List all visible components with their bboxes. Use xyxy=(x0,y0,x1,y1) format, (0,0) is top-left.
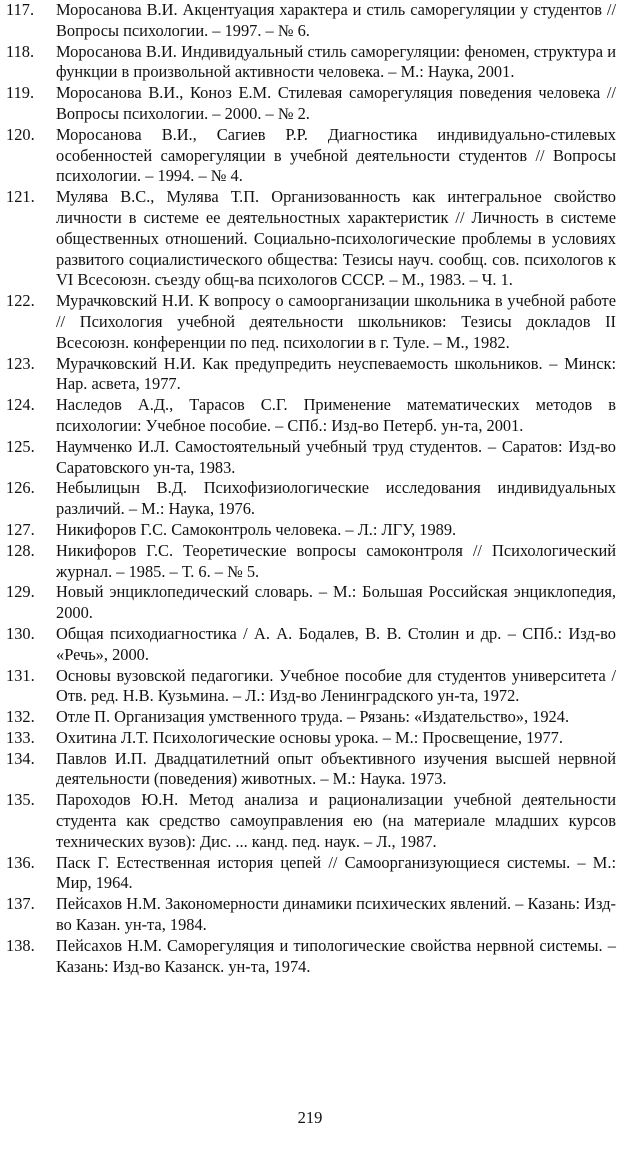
reference-number: 135. xyxy=(6,790,35,810)
reference-item xyxy=(6,42,618,84)
reference-item xyxy=(6,541,618,583)
reference-text: Моросанова В.И., Сагиев Р.Р. Диагностика индивидуально-стилевых особенностей саморегуляции в учебной деятельности студентов // Вопросы психологии. – 1994. – № 4. xyxy=(56,124,616,186)
reference-item xyxy=(6,894,618,936)
reference-number: 131. xyxy=(6,665,35,685)
reference-item xyxy=(6,395,618,437)
reference-number: 125. xyxy=(6,436,35,456)
reference-text: Пароходов Ю.Н. Метод анализа и рационализации учебной деятельности студента как средство самоуправления ею (на материале младших курсов технических вузов): Дис. ... канд. пед. наук. – Л., 1987. xyxy=(56,790,616,851)
reference-number: 128. xyxy=(6,540,35,560)
reference-item xyxy=(6,666,618,708)
reference-number: 138. xyxy=(6,935,35,955)
reference-number: 118. xyxy=(6,41,35,61)
reference-item xyxy=(6,790,618,852)
reference-number: 121. xyxy=(6,187,35,207)
reference-number: 127. xyxy=(6,519,35,539)
reference-number: 130. xyxy=(6,623,35,643)
reference-text: Отле П. Организация умственного труда. – Рязань: «Издательство», 1924. xyxy=(56,707,570,727)
reference-text: Небылицын В.Д. Психофизиологические исследования индивидуальных различий. – М.: Наука, 1976. xyxy=(56,478,616,519)
reference-item xyxy=(6,624,618,666)
reference-item xyxy=(6,187,618,291)
reference-text: Моросанова В.И. Индивидуальный стиль саморегуляции: феномен, структура и функции в произвольной активности человека. – М.: Наука, 2001. xyxy=(56,41,616,82)
reference-text: Моросанова В.И. Акцентуация характера и стиль саморегуляции у студентов // Вопросы психологии. – 1997. – № 6. xyxy=(56,0,616,40)
reference-text: Новый энциклопедический словарь. – М.: Большая Российская энциклопедия, 2000. xyxy=(56,582,616,623)
reference-number: 132. xyxy=(6,707,35,727)
reference-text: Наследов А.Д., Тарасов С.Г. Применение математических методов в психологии: Учебное пособие. – СПб.: Изд-во Петерб. ун-та, 2001. xyxy=(56,395,616,435)
reference-number: 120. xyxy=(6,124,35,144)
reference-number: 137. xyxy=(6,894,35,914)
reference-text: Общая психодиагностика / А. А. Бодалев, В. В. Столин и др. – СПб.: Изд-во «Речь», 2000. xyxy=(56,623,616,664)
reference-item xyxy=(6,707,618,728)
reference-number: 123. xyxy=(6,353,35,373)
reference-number: 129. xyxy=(6,582,35,602)
reference-text: Мурачковский Н.И. К вопросу о самоорганизации школьника в учебной работе // Психология учебной деятельности школьников: Тезисы докладов II Всесоюзн. конференции по пед. психологии в г. Туле. – М., 1982. xyxy=(56,291,616,352)
reference-number: 117. xyxy=(6,0,35,19)
reference-text: Мулява В.С., Мулява Т.П. Организованность как интегральное свойство личности в системе ее деятельностных характеристик // Личность в системе общественных отношений. Социально-психологические проблемы в условиях развитого социалистического общества: Тезисы науч. сообщ. сов. психологов к VI Всесоюзн. съезду общ-ва психологов СССР. – М., 1983. – Ч. 1. xyxy=(56,187,616,290)
reference-item xyxy=(6,520,618,541)
reference-text: Никифоров Г.С. Теоретические вопросы самоконтроля // Психологический журнал. – 1985. – Т. 6. – № 5. xyxy=(56,540,616,581)
reference-text: Пейсахов Н.М. Закономерности динамики психических явлений. – Казань: Изд-во Казан. ун-та, 1984. xyxy=(56,894,616,935)
reference-number: 136. xyxy=(6,852,35,872)
reference-item xyxy=(6,83,618,125)
reference-item xyxy=(6,728,618,749)
reference-item xyxy=(6,291,618,353)
reference-item xyxy=(6,853,618,895)
reference-number: 133. xyxy=(6,727,35,747)
reference-item xyxy=(6,936,618,978)
reference-number: 124. xyxy=(6,395,35,415)
reference-text: Павлов И.П. Двадцатилетний опыт объективного изучения высшей нервной деятельности (поведения) животных. – М.: Наука. 1973. xyxy=(56,748,616,789)
reference-text: Наумченко И.Л. Самостоятельный учебный труд студентов. – Саратов: Изд-во Саратовского ун-та, 1983. xyxy=(56,436,616,477)
reference-text: Никифоров Г.С. Самоконтроль человека. – Л.: ЛГУ, 1989. xyxy=(56,519,457,539)
reference-text: Охитина Л.Т. Психологические основы урока. – М.: Просвещение, 1977. xyxy=(56,727,563,747)
reference-number: 126. xyxy=(6,478,35,498)
reference-item xyxy=(6,749,618,791)
reference-item xyxy=(6,354,618,396)
reference-item xyxy=(6,437,618,479)
reference-item xyxy=(6,0,618,42)
reference-number: 119. xyxy=(6,83,35,103)
page-number: 219 xyxy=(297,1108,323,1127)
reference-list xyxy=(6,0,618,977)
reference-text: Мурачковский Н.И. Как предупредить неуспеваемость школьников. – Минск: Нар. асвета, 1977. xyxy=(56,353,616,394)
reference-text: Пейсахов Н.М. Саморегуляция и типологические свойства нервной системы. – Казань: Изд-во Казанск. ун-та, 1974. xyxy=(56,935,616,976)
reference-text: Моросанова В.И., Коноз Е.М. Стилевая саморегуляция поведения человека // Вопросы психологии. – 2000. – № 2. xyxy=(56,83,616,123)
reference-number: 134. xyxy=(6,748,35,768)
reference-item xyxy=(6,125,618,187)
reference-item xyxy=(6,582,618,624)
reference-text: Основы вузовской педагогики. Учебное пособие для студентов университета / Отв. ред. Н.В. Кузьмина. – Л.: Изд-во Ленинградского ун-та, 1972. xyxy=(56,665,616,706)
reference-item xyxy=(6,478,618,520)
reference-text: Паск Г. Естественная история цепей // Самоорганизующиеся системы. – М.: Мир, 1964. xyxy=(56,852,616,893)
reference-number: 122. xyxy=(6,291,35,311)
